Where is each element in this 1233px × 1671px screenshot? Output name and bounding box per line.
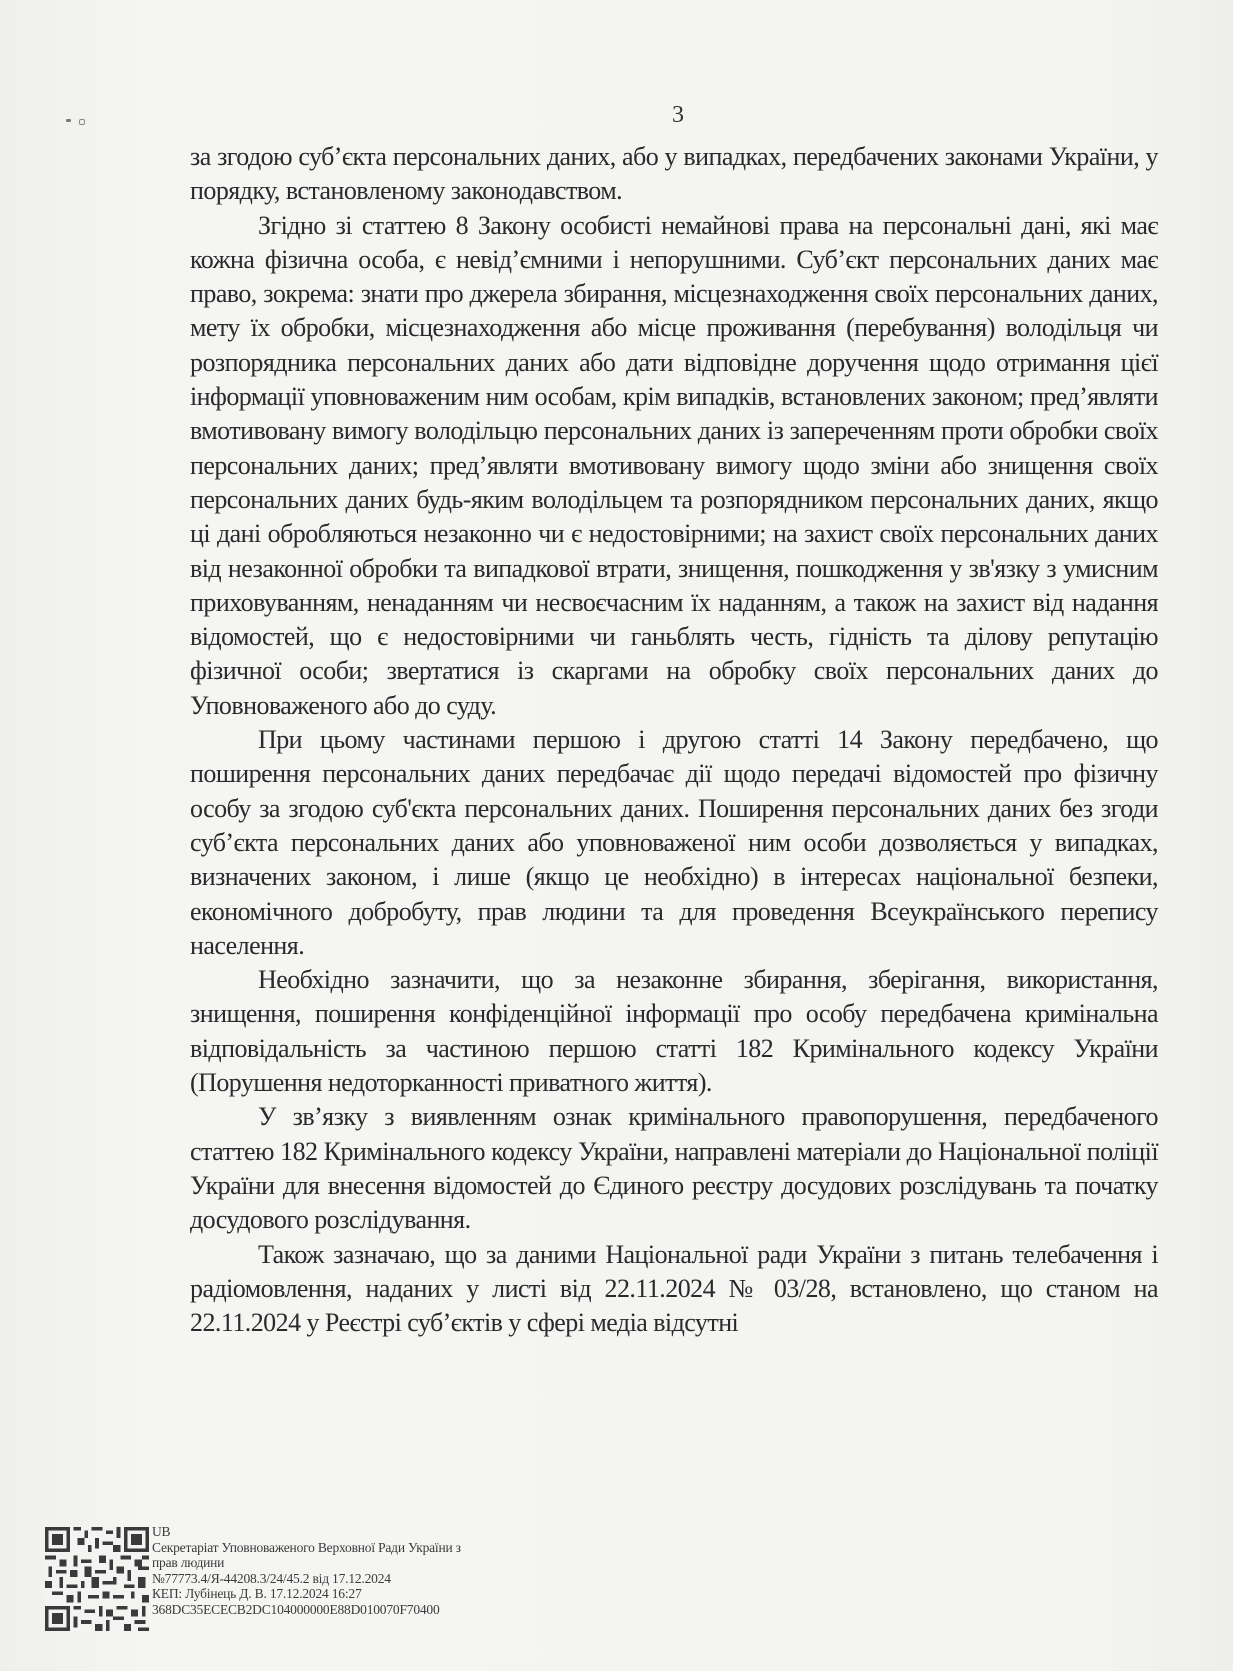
paragraph-article-14-dissemination: При цьому частинами першою і другою статті 14 Закону передбачено, що поширення персональних даних передбачає дії щодо передачі відомостей про фізичну особу за згодою суб'єкта персональних даних. Поширення персональних даних без згоди суб’єкта персональних даних або уповноваженої ним особи дозволяється у випадках, визначених законом, і лише (якщо це необхідно) в інтересах національної безпеки, економічного добробуту, прав людини та для проведення Всеукраїнського перепису населення.	[190, 725, 1158, 960]
scan-mark-circle	[79, 119, 85, 125]
stamp-registration-number: №77773.4/Я-44208.3/24/45.2 від 17.12.2024	[152, 1570, 391, 1586]
stamp-signature: КЕП: Лубінець Д. В. 17.12.2024 16:27	[152, 1586, 362, 1601]
paragraph-police-referral: У зв’язку з виявленням ознак кримінального правопорушення, передбаченого статтею 182 Кримінального кодексу України, направлені матеріали до Національної поліції України для внесення відомостей до Єдиного реєстру досудових розслідувань та початку досудового розслідування.	[190, 1102, 1158, 1235]
paragraph-national-council-data: Також зазначаю, що за даними Національної ради України з питань телебачення і радіомовлення, наданих у листі від 22.11.2024 № 03/28, встановлено, що станом на 22.11.2024 у Реєстрі суб’єктів у сфері медіа відсутні	[190, 1239, 1158, 1338]
paragraph-article-8-rights: Згідно зі статтею 8 Закону особисті немайнові права на персональні дані, які має кожна фізична особа, є невід’ємними і непорушними. Суб’єкт персональних даних має право, зокрема: знати про джерела збирання, місцезнаходження своїх персональних даних, мету їх обробки, місцезнаходження або місце проживання (перебування) володільця чи розпорядника персональних даних або дати відповідне доручення щодо отримання цієї інформації уповноваженим ним особам, крім випадків, встановлених законом; пред’являти вмотивовану вимогу володільцю персональних даних із запереченням проти обробки своїх персональних даних; пред’являти вмотивовану вимогу щодо зміни або знищення своїх персональних даних будь-яким володільцем та розпорядником персональних даних, якщо ці дані обробляються незаконно чи є недостовірними; на захист своїх персональних даних від незаконної обробки та випадкової втрати, знищення, пошкодження у зв'язку з умисним приховуванням, ненаданням чи несвоєчасним їх наданням, а також на захист від надання відомостей, що є недостовірними чи ганьблять честь, гідність та ділову репутацію фізичної особи; звертатися із скаргами на обробку своїх персональних даних до Уповноваженого або до суду.	[190, 210, 1158, 720]
scan-mark-dot	[66, 119, 71, 122]
stamp-system-code: UB	[152, 1524, 171, 1539]
paragraph-continuation: за згодою суб’єкта персональних даних, або у випадках, передбачених законами України, у порядку, встановленому законодавством.	[190, 142, 1158, 206]
electronic-signature-stamp	[45, 1524, 461, 1631]
stamp-organization-cont: прав людини	[152, 1555, 225, 1570]
stamp-details	[152, 1524, 461, 1617]
scan-margin-marks	[66, 119, 85, 125]
document-body	[190, 140, 1158, 1340]
stamp-organization: Секретаріат Уповноваженого Верховної Ради України з	[152, 1539, 461, 1555]
page-number: 3	[672, 102, 684, 128]
stamp-certificate-serial: 368DC35ECECB2DC104000000E88D010070F70400	[152, 1601, 440, 1617]
qr-code-icon	[45, 1527, 149, 1631]
paragraph-criminal-liability: Необхідно зазначити, що за незаконне збирання, зберігання, використання, знищення, поширення конфіденційної інформації про особу передбачена кримінальна відповідальність за частиною першою статті 182 Кримінального кодексу України (Порушення недоторканності приватного життя).	[190, 965, 1158, 1098]
